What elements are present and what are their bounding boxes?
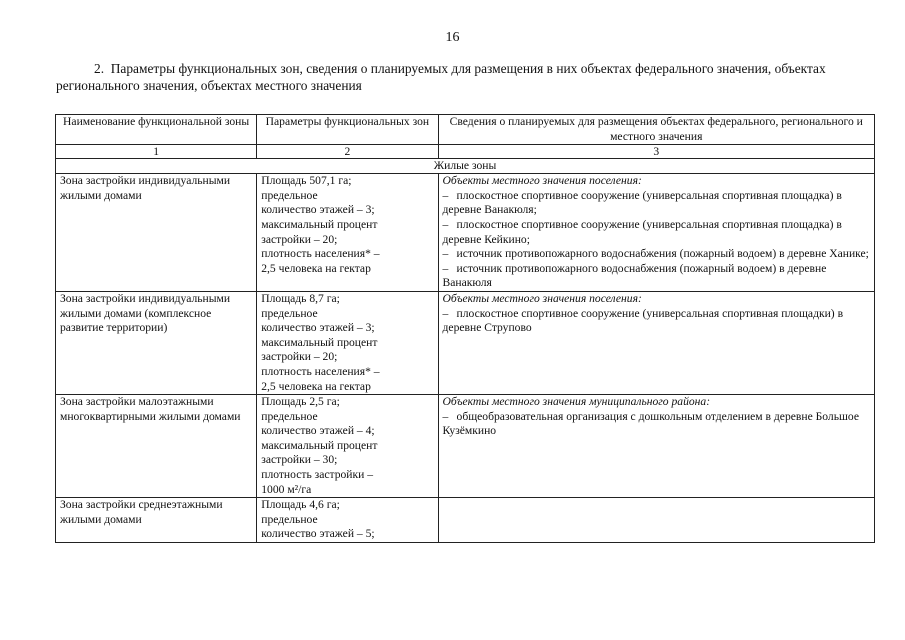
param-line: предельное <box>261 409 318 423</box>
object-item: – плоскостное спортивное сооружение (универсальная спортивная площадка) в деревне Ванакюля; <box>442 188 842 217</box>
group-row <box>56 159 875 174</box>
param-line: количество этажей – 4; <box>261 424 375 438</box>
planned-objects-cell <box>438 174 874 292</box>
object-item: – плоскостное спортивное сооружение (универсальная спортивная площадка) в деревне Кейкино; <box>442 217 842 246</box>
zone-name-cell: Зона застройки индивидуальными жилыми домами <box>56 174 257 292</box>
column-number: 1 <box>56 145 257 159</box>
zone-params-cell <box>257 395 438 498</box>
param-line: Площадь 4,6 га; <box>261 498 340 512</box>
object-item: – источник противопожарного водоснабжения (пожарный водоем) в деревне Ванакюля <box>442 261 827 290</box>
page-number: 16 <box>445 30 460 45</box>
object-item: – общеобразовательная организация с дошкольным отделением в деревне Большое Кузёмкино <box>442 409 859 438</box>
section-heading <box>56 60 876 94</box>
zone-name-cell: Зона застройки индивидуальными жилыми домами (комплексное развитие территории) <box>56 291 257 394</box>
param-line: плотность застройки – <box>261 468 374 482</box>
section-heading-text: Параметры функциональных зон, сведения о планируемых для размещения в них объектах федерального значения, объектах регионального значения, объектах местного значения <box>56 61 826 93</box>
planned-objects-cell <box>438 395 874 498</box>
param-line: Площадь 8,7 га; <box>261 291 340 305</box>
column-number: 3 <box>438 145 874 159</box>
table-row <box>56 174 875 292</box>
table-header-row <box>56 115 875 145</box>
column-number: 2 <box>257 145 438 159</box>
param-line: количество этажей – 5; <box>261 527 375 541</box>
table-row <box>56 395 875 498</box>
column-number-row <box>56 145 875 159</box>
param-line: предельное <box>261 512 318 526</box>
table-row <box>56 498 875 543</box>
param-line: Площадь 2,5 га; <box>261 395 340 409</box>
planned-objects-cell <box>438 498 874 543</box>
param-line: застройки – 20; <box>261 350 338 364</box>
zone-params-cell <box>257 174 438 292</box>
param-line: максимальный процент <box>261 335 378 349</box>
param-line: плотность населения* – <box>261 247 380 261</box>
section-heading-number: 2. <box>94 61 105 76</box>
param-line: предельное <box>261 306 318 320</box>
object-item: – источник противопожарного водоснабжения (пожарный водоем) в деревне Ханике; <box>442 247 869 261</box>
zone-name-cell: Зона застройки малоэтажными многоквартирными жилыми домами <box>56 395 257 498</box>
param-line: 1000 м²/га <box>261 482 312 496</box>
param-line: застройки – 30; <box>261 453 338 467</box>
zone-params-cell <box>257 291 438 394</box>
object-item: – плоскостное спортивное сооружение (универсальная спортивная площадки) в деревне Струпово <box>442 306 844 335</box>
header-zone-name: Наименование функциональной зоны <box>56 115 257 145</box>
group-title: Жилые зоны <box>56 159 875 174</box>
param-line: Площадь 507,1 га; <box>261 174 352 188</box>
zone-params-cell <box>257 498 438 543</box>
param-line: 2,5 человека на гектар <box>261 261 371 275</box>
functional-zones-table <box>55 114 875 543</box>
table-row <box>56 291 875 394</box>
param-line: плотность населения* – <box>261 364 380 378</box>
objects-title: Объекты местного значения муниципального района: <box>442 395 711 409</box>
header-zone-params: Параметры функциональных зон <box>257 115 438 145</box>
objects-title: Объекты местного значения поселения: <box>442 291 642 305</box>
param-line: количество этажей – 3; <box>261 321 375 335</box>
param-line: предельное <box>261 188 318 202</box>
param-line: 2,5 человека на гектар <box>261 379 371 393</box>
header-planned-objects: Сведения о планируемых для размещения объектах федерального, регионального и местного значения <box>438 115 874 145</box>
planned-objects-cell <box>438 291 874 394</box>
param-line: количество этажей – 3; <box>261 203 375 217</box>
param-line: максимальный процент <box>261 217 378 231</box>
param-line: максимальный процент <box>261 438 378 452</box>
objects-title: Объекты местного значения поселения: <box>442 174 642 188</box>
param-line: застройки – 20; <box>261 232 338 246</box>
zone-name-cell: Зона застройки среднеэтажными жилыми домами <box>56 498 257 543</box>
